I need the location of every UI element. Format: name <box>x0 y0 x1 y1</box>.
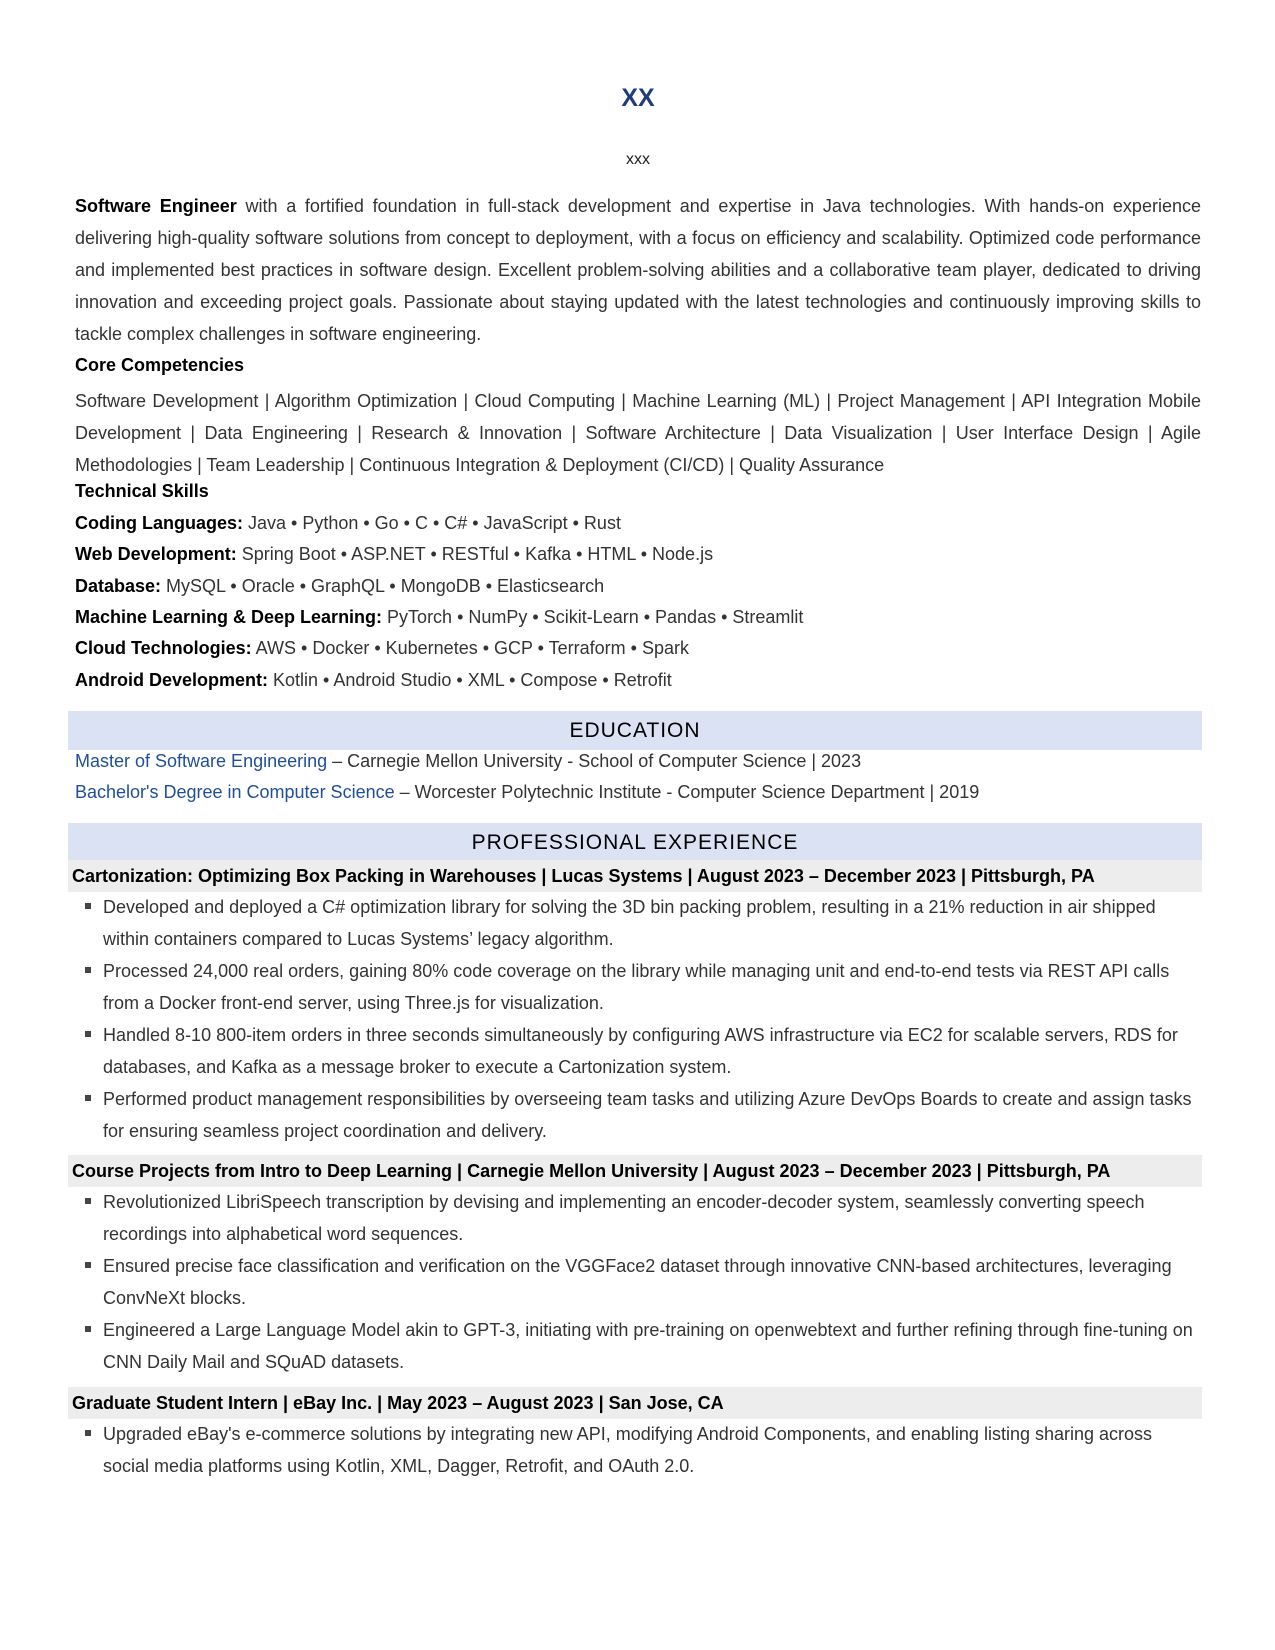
bullet-text: Processed 24,000 real orders, gaining 80% code coverage on the library while managing unit and end-to-end tests via REST API calls from a Docker front-end server, using Three.js for visualization. <box>103 961 1170 1013</box>
degree-name: Master of Software Engineering <box>75 751 328 771</box>
skill-values: Java • Python • Go • C • C# • JavaScript • Rust <box>243 513 621 533</box>
degree-name: Bachelor's Degree in Computer Science <box>75 782 395 802</box>
list-item <box>71 955 1205 1019</box>
skill-values: Spring Boot • ASP.NET • RESTful • Kafka • HTML • Node.js <box>236 544 714 564</box>
education-section-header: EDUCATION <box>68 711 1202 750</box>
skill-label: Database: <box>75 576 162 596</box>
bullet-text: Upgraded eBay's e-commerce solutions by integrating new API, modifying Android Components, and enabling listing sharing across social media platforms using Kotlin, XML, Dagger, Retrofit, and OAuth 2.0. <box>103 1424 1153 1476</box>
degree-details: – Worcester Polytechnic Institute - Computer Science Department | 2019 <box>394 782 980 802</box>
job-bullets <box>71 891 1205 1147</box>
bullet-text: Developed and deployed a C# optimization library for solving the 3D bin packing problem, resulting in a 21% reduction in air shipped within containers compared to Lucas Systems’ legacy algorithm. <box>103 897 1156 949</box>
list-item <box>71 891 1205 955</box>
skill-label: Web Development: <box>75 544 237 564</box>
education-item <box>75 751 861 772</box>
summary-text: with a fortified foundation in full-stack development and expertise in Java technologies. With hands-on experience delivering high-quality software solutions from concept to deployment, with a focus on efficiency and scalability. Optimized code performance and implemented best practices in software design. Excellent problem-solving abilities and a collaborative team player, dedicated to driving innovation and exceeding project goals. Passionate about staying updated with the latest technologies and continuously improving skills to tackle complex challenges in software engineering. <box>75 196 1201 344</box>
skill-row-database <box>75 576 604 597</box>
bullet-square-icon <box>85 967 91 973</box>
experience-section-header: PROFESSIONAL EXPERIENCE <box>68 823 1202 862</box>
skill-row-ml <box>75 607 803 628</box>
skill-label: Cloud Technologies: <box>75 638 252 658</box>
skill-values: Kotlin • Android Studio • XML • Compose • Retrofit <box>268 670 672 690</box>
bullet-text: Ensured precise face classification and verification on the VGGFace2 dataset through innovative CNN-based architectures, leveraging ConvNeXt blocks. <box>103 1256 1172 1308</box>
list-item <box>71 1250 1205 1314</box>
bullet-square-icon <box>85 1198 91 1204</box>
skill-label: Android Development: <box>75 670 269 690</box>
candidate-name: XX <box>621 84 655 112</box>
contact-line: xxx <box>626 151 650 168</box>
bullet-square-icon <box>85 1031 91 1037</box>
skill-row-coding <box>75 513 621 534</box>
skill-values: PyTorch • NumPy • Scikit-Learn • Pandas • Streamlit <box>382 607 804 627</box>
bullet-square-icon <box>85 1262 91 1268</box>
degree-details: – Carnegie Mellon University - School of Computer Science | 2023 <box>327 751 862 771</box>
skill-values: MySQL • Oracle • GraphQL • MongoDB • Elasticsearch <box>161 576 605 596</box>
bullet-text: Handled 8-10 800-item orders in three seconds simultaneously by configuring AWS infrastructure via EC2 for scalable servers, RDS for databases, and Kafka as a message broker to execute a Cartonization system. <box>103 1025 1178 1077</box>
bullet-text: Revolutionized LibriSpeech transcription by devising and implementing an encoder-decoder system, seamlessly converting speech recordings into alphabetical word sequences. <box>103 1192 1145 1244</box>
skill-label: Machine Learning & Deep Learning: <box>75 607 383 627</box>
core-competencies-list: Software Development | Algorithm Optimization | Cloud Computing | Machine Learning (ML) | Project Management | API Integration Mobile Development | Data Engineering | Research & Innovation | Software Architecture | Data Visualization | User Interface Design | Agile Methodologies | Team Leadership | Continuous Integration & Deployment (CI/CD) | Quality Assurance <box>75 391 1201 475</box>
skill-row-android <box>75 670 672 691</box>
skill-values: AWS • Docker • Kubernetes • GCP • Terraform • Spark <box>251 638 689 658</box>
professional-summary <box>75 190 1201 350</box>
core-competencies-heading: Core Competencies <box>75 355 245 375</box>
list-item <box>71 1314 1205 1378</box>
list-item <box>71 1186 1205 1250</box>
job-bullets <box>71 1418 1205 1482</box>
bullet-square-icon <box>85 903 91 909</box>
list-item <box>71 1019 1205 1083</box>
job-heading: Cartonization: Optimizing Box Packing in Warehouses | Lucas Systems | August 2023 – December 2023 | Pittsburgh, PA <box>68 860 1202 892</box>
skill-row-web <box>75 544 713 565</box>
job-heading: Graduate Student Intern | eBay Inc. | May 2023 – August 2023 | San Jose, CA <box>68 1387 1202 1419</box>
job-bullets <box>71 1186 1205 1378</box>
skill-label: Coding Languages: <box>75 513 243 533</box>
skill-row-cloud <box>75 638 689 659</box>
list-item <box>71 1083 1205 1147</box>
bullet-square-icon <box>85 1430 91 1436</box>
list-item <box>71 1418 1205 1482</box>
summary-lead: Software Engineer <box>75 196 237 216</box>
education-item <box>75 782 979 803</box>
technical-skills-heading: Technical Skills <box>75 481 209 501</box>
bullet-square-icon <box>85 1326 91 1332</box>
job-heading: Course Projects from Intro to Deep Learning | Carnegie Mellon University | August 2023 – December 2023 | Pittsburgh, PA <box>68 1155 1202 1187</box>
bullet-square-icon <box>85 1095 91 1101</box>
bullet-text: Performed product management responsibilities by overseeing team tasks and utilizing Azure DevOps Boards to create and assign tasks for ensuring seamless project coordination and delivery. <box>103 1089 1192 1141</box>
bullet-text: Engineered a Large Language Model akin to GPT-3, initiating with pre-training on openwebtext and further refining through fine-tuning on CNN Daily Mail and SQuAD datasets. <box>103 1320 1193 1372</box>
